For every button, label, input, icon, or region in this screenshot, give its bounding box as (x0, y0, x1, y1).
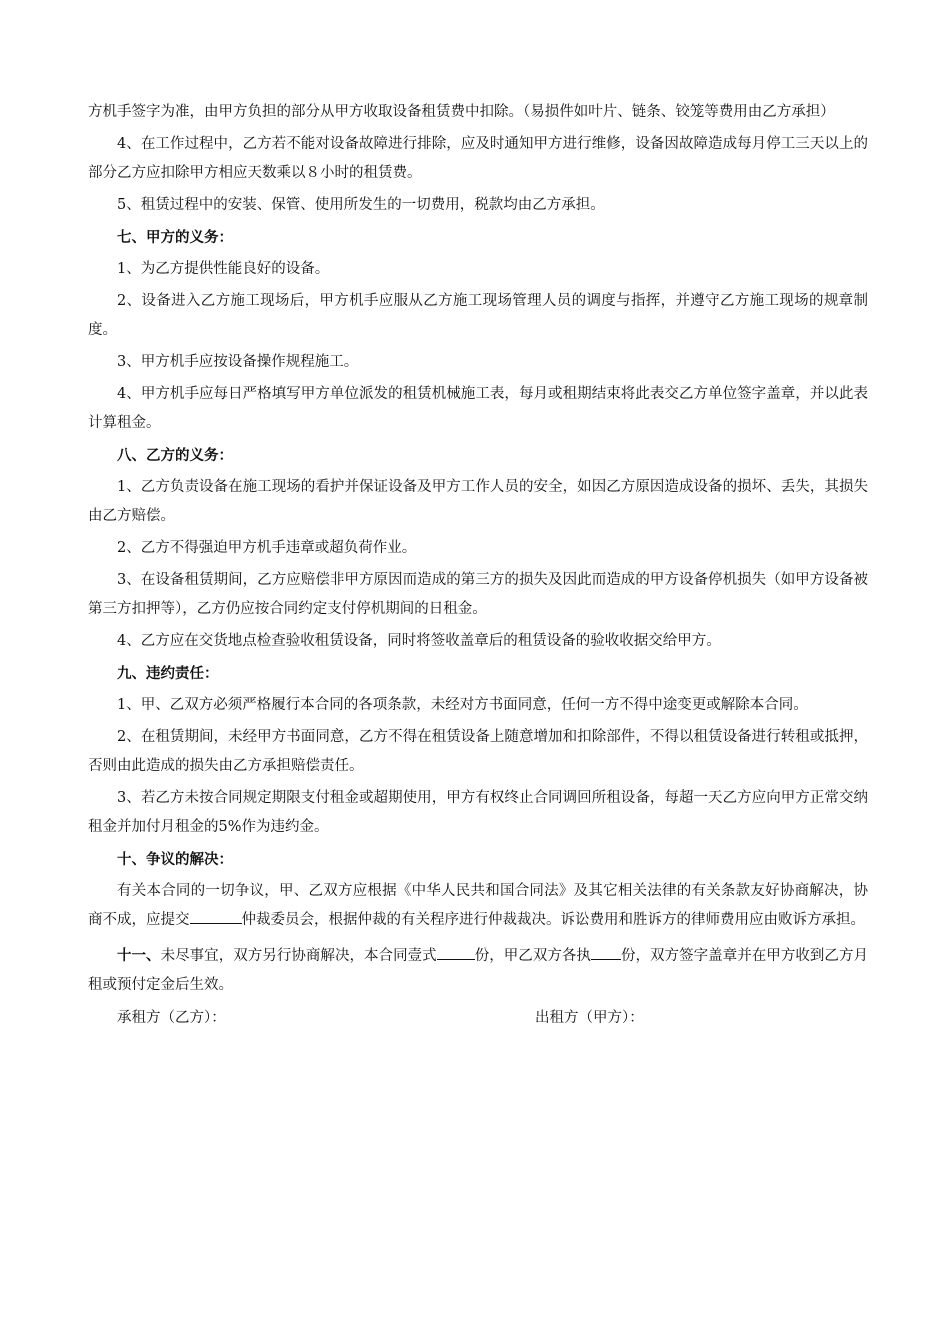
clause-11 (88, 941, 868, 1000)
section-7-heading: 七、甲方的义务： (117, 229, 233, 246)
copies-each-blank (591, 943, 621, 960)
clause-11-text-b: 份，甲乙双方各执 (474, 948, 591, 964)
section-9-heading: 九、违约责任： (117, 665, 219, 682)
clause-8-3: 3、在设备租赁期间，乙方应赔偿非甲方原因而造成的第三方的损失及因此而造成的甲方设备停机损失（如甲方设备被第三方扣押等），乙方仍应按合同约定支付停机期间的日租金。 (88, 572, 868, 617)
clause-7-3: 3、甲方机手应按设备操作规程施工。 (117, 354, 359, 370)
clause-7-1: 1、为乙方提供性能良好的设备。 (117, 261, 330, 277)
clause-10-text-a: 有关本合同的一切争议，甲、乙双方应根据《中华人民共和国合同法》及其它相关法律的有关条款友好协商解决，协商不成，应提交 (88, 883, 868, 928)
lessee-signature-label: 承租方（乙方）： (117, 1010, 226, 1026)
lessor-signature-label: 出租方（甲方）： (535, 1010, 644, 1026)
clause-11-text-c: 份，双方签字盖章并在甲方收到乙方月租或预付定金后生效。 (88, 948, 868, 993)
clause-6-3-continued: 方机手签字为准，由甲方负担的部分从甲方收取设备租赁费中扣除。（易损件如叶片、链条、铰笼等费用由乙方承担） (88, 104, 835, 120)
signature-row (88, 1004, 868, 1033)
clause-11-text-a: 未尽事宜，双方另行协商解决，本合同壹式 (160, 948, 437, 964)
clause-9-1: 1、甲、乙双方必须严格履行本合同的各项条款，未经对方书面同意，任何一方不得中途变更或解除本合同。 (117, 697, 808, 713)
clause-8-2: 2、乙方不得强迫甲方机手违章或超负荷作业。 (117, 540, 417, 556)
clause-8-1: 1、乙方负责设备在施工现场的看护并保证设备及甲方工作人员的安全，如因乙方原因造成设备的损坏、丢失，其损失由乙方赔偿。 (88, 479, 868, 524)
clause-6-5: 5、租赁过程中的安装、保管、使用所发生的一切费用，税款均由乙方承担。 (117, 197, 605, 213)
arbitration-blank (190, 907, 242, 924)
contract-body (88, 98, 868, 1033)
copies-total-blank (437, 943, 475, 960)
clause-10-text-b: 仲裁委员会，根据仲裁的有关程序进行仲裁裁决。诉讼费用和胜诉方的律师费用应由败诉方承担。 (241, 912, 865, 928)
section-11-heading: 十一、 (117, 947, 161, 964)
clause-7-2: 2、设备进入乙方施工现场后，甲方机手应服从乙方施工现场管理人员的调度与指挥，并遵守乙方施工现场的规章制度。 (88, 293, 868, 338)
clause-10 (88, 877, 868, 935)
clause-8-4: 4、乙方应在交货地点检查验收租赁设备，同时将签收盖章后的租赁设备的验收收据交给甲方。 (117, 633, 721, 649)
clause-7-4: 4、甲方机手应每日严格填写甲方单位派发的租赁机械施工表，每月或租期结束将此表交乙方单位签字盖章，并以此表计算租金。 (88, 386, 868, 431)
clause-9-3: 3、若乙方未按合同规定期限支付租金或超期使用，甲方有权终止合同调回所租设备，每超一天乙方应向甲方正常交纳租金并加付月租金的5%作为违约金。 (88, 790, 868, 835)
section-10-heading: 十、争议的解决： (117, 851, 233, 868)
clause-6-4: 4、在工作过程中，乙方若不能对设备故障进行排除，应及时通知甲方进行维修，设备因故障造成每月停工三天以上的部分乙方应扣除甲方相应天数乘以８小时的租赁费。 (88, 136, 868, 181)
clause-9-2: 2、在租赁期间，未经甲方书面同意，乙方不得在租赁设备上随意增加和扣除部件，不得以租赁设备进行转租或抵押，否则由此造成的损失由乙方承担赔偿责任。 (88, 729, 868, 774)
section-8-heading: 八、乙方的义务： (117, 447, 233, 464)
